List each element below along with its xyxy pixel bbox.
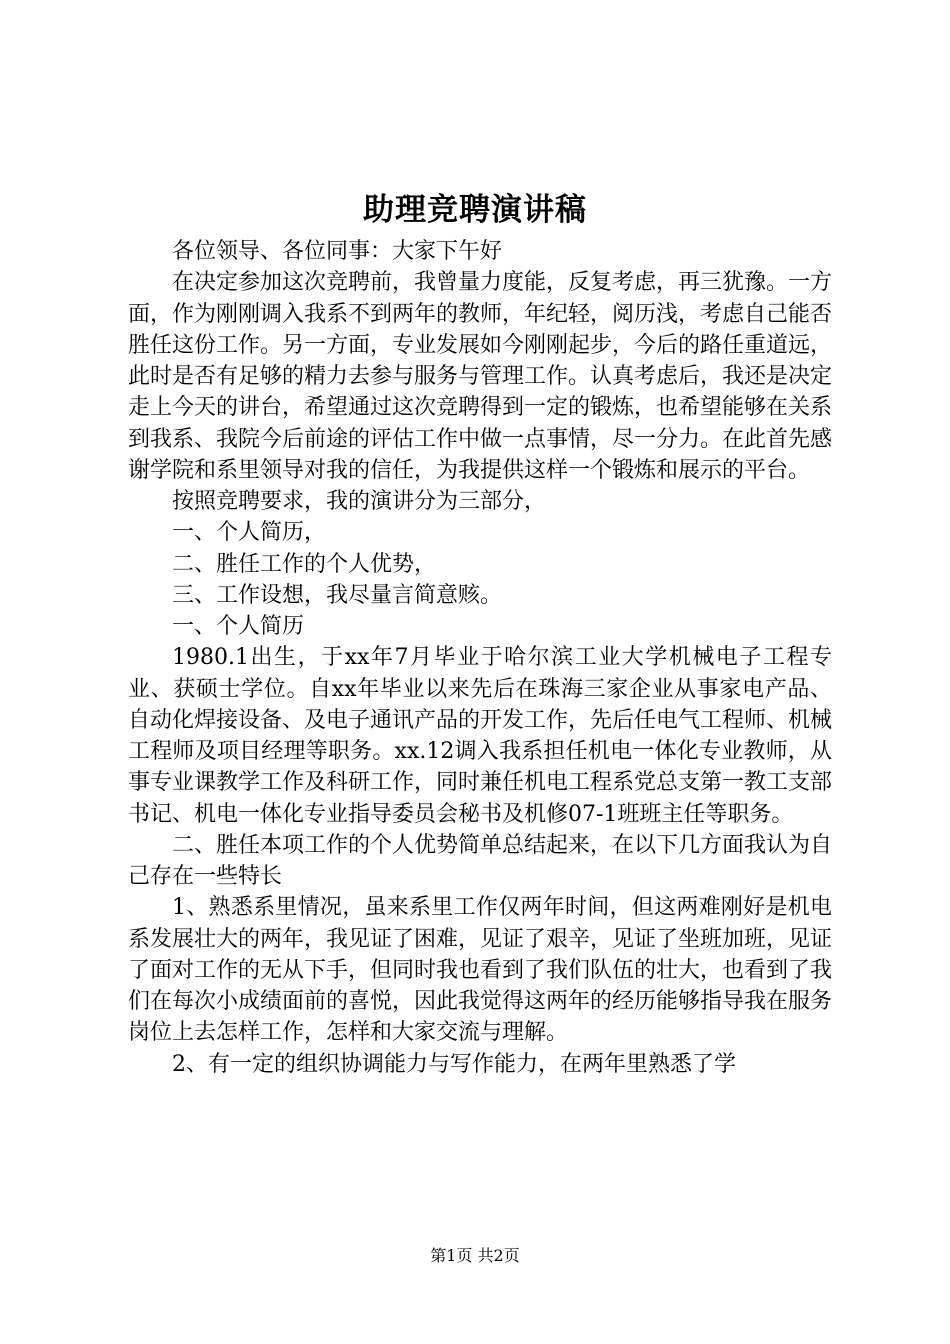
outline-item-3: 三、工作设想，我尽量言简意赅。 (172, 582, 503, 608)
advantage-paragraph-1: 1、熟悉系里情况，虽来系里工作仅两年时间，但这两难刚好是机电系发展壮大的两年，我见证了困难，见证了艰辛，见证了坐班加班，见证了面对工作的无从下手，但同时我也看到了我们队伍的壮大，也看到了我们在每次小成绩面前的喜悦，因此我觉得这两年的经历能够指导我在服务岗位上去怎样工作，怎样和大家交流与理解。 (128, 895, 833, 1046)
resume-paragraph: 1980.1出生，于xx年7月毕业于哈尔滨工业大学机械电子工程专业、获硕士学位。自xx年毕业以来先后在珠海三家企业从事家电产品、自动化焊接设备、及电子通讯产品的开发工作，先后任电气工程师、机械工程师及项目经理等职务。xx.12调入我系担任机电一体化专业教师，从事专业课教学工作及科研工作，同时兼任机电工程系党总支第一教工支部书记、机电一体化专业指导委员会秘书及机修07-1班班主任等职务。 (128, 645, 833, 827)
page-footer: 第1页 共2页 (430, 1246, 520, 1265)
document-body (128, 236, 832, 1080)
intro-paragraph: 在决定参加这次竞聘前，我曾量力度能，反复考虑，再三犹豫。一方面，作为刚刚调入我系不到两年的教师，年纪轻，阅历浅，考虑自己能否胜任这份工作。另一方面，专业发展如今刚刚起步，今后的路任重道远，此时是否有足够的精力去参与服务与管理工作。认真考虑后，我还是决定走上今天的讲台，希望通过这次竞聘得到一定的锻炼，也希望能够在关系到我系、我院今后前途的评估工作中做一点事情，尽一分力。在此首先感谢学院和系里领导对我的信任，为我提供这样一个锻炼和展示的平台。 (128, 270, 833, 483)
advantage-paragraph-2: 2、有一定的组织协调能力与写作能力，在两年里熟悉了学 (172, 1051, 736, 1077)
outline-paragraph: 按照竞聘要求，我的演讲分为三部分， (172, 489, 547, 514)
outline-item-2: 二、胜任工作的个人优势， (172, 551, 437, 577)
document-title: 助理竞聘演讲稿 (363, 192, 587, 228)
greeting-paragraph: 各位领导、各位同事：大家下午好 (172, 239, 503, 264)
section-heading-advantages: 二、胜任本项工作的个人优势简单总结起来，在以下几方面我认为自己存在一些特长 (128, 832, 833, 889)
section-heading-resume: 一、个人简历 (172, 614, 305, 639)
outline-item-1: 一、个人简历， (172, 520, 327, 546)
